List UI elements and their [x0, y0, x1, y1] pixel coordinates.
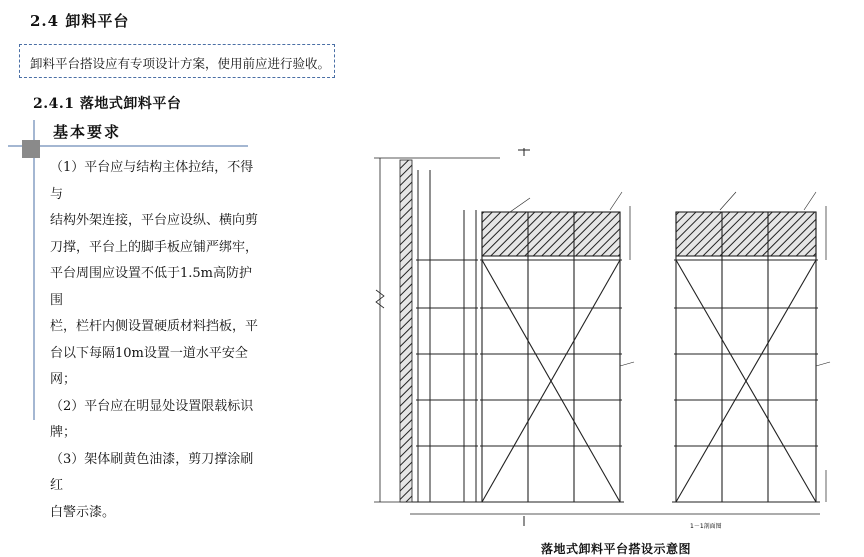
subsection-title: 2.4.1 落地式卸料平台: [33, 96, 182, 112]
notice-text: 卸料平台搭设应有专项设计方案，使用前应进行验收。: [30, 56, 331, 71]
notice-box: [19, 44, 335, 78]
gray-square-icon: [22, 140, 40, 158]
requirement-line: 栏，栏杆内侧设置硬质材料挡板，平: [50, 319, 259, 334]
front-elevation-a: [478, 212, 624, 502]
requirement-line: 白警示漆。: [50, 504, 116, 520]
requirement-line: 结构外架连接，平台应设纵、横向剪: [50, 213, 259, 228]
requirement-line: 台以下每隔10m设置一道水平安全网；: [50, 345, 248, 387]
requirements-body: [50, 155, 260, 526]
requirement-line: （2）平台应在明显处设置限载标识牌；: [50, 398, 254, 440]
side-elevation: [412, 170, 478, 502]
wall-hatch: [400, 160, 412, 502]
side-dimension-line: [374, 158, 500, 502]
section-label: 1－1剖面图: [690, 523, 722, 530]
section-title: 2.4 卸料平台: [30, 12, 130, 30]
drawing-caption: 落地式卸料平台搭设示意图: [541, 542, 692, 556]
requirement-line: （1）平台应与结构主体拉结，不得与: [50, 160, 254, 202]
requirement-line: 刀撑，平台上的脚手板应铺严绑牢，: [50, 239, 259, 255]
requirement-line: 平台周围应设置不低于1.5m高防护围: [50, 266, 253, 308]
requirement-line: （3）架体刷黄色油漆，剪刀撑涂刷红: [50, 451, 254, 493]
requirements-heading: 基本要求: [53, 123, 122, 141]
platform-drawing: [360, 140, 864, 540]
front-elevation-b: [672, 212, 820, 502]
